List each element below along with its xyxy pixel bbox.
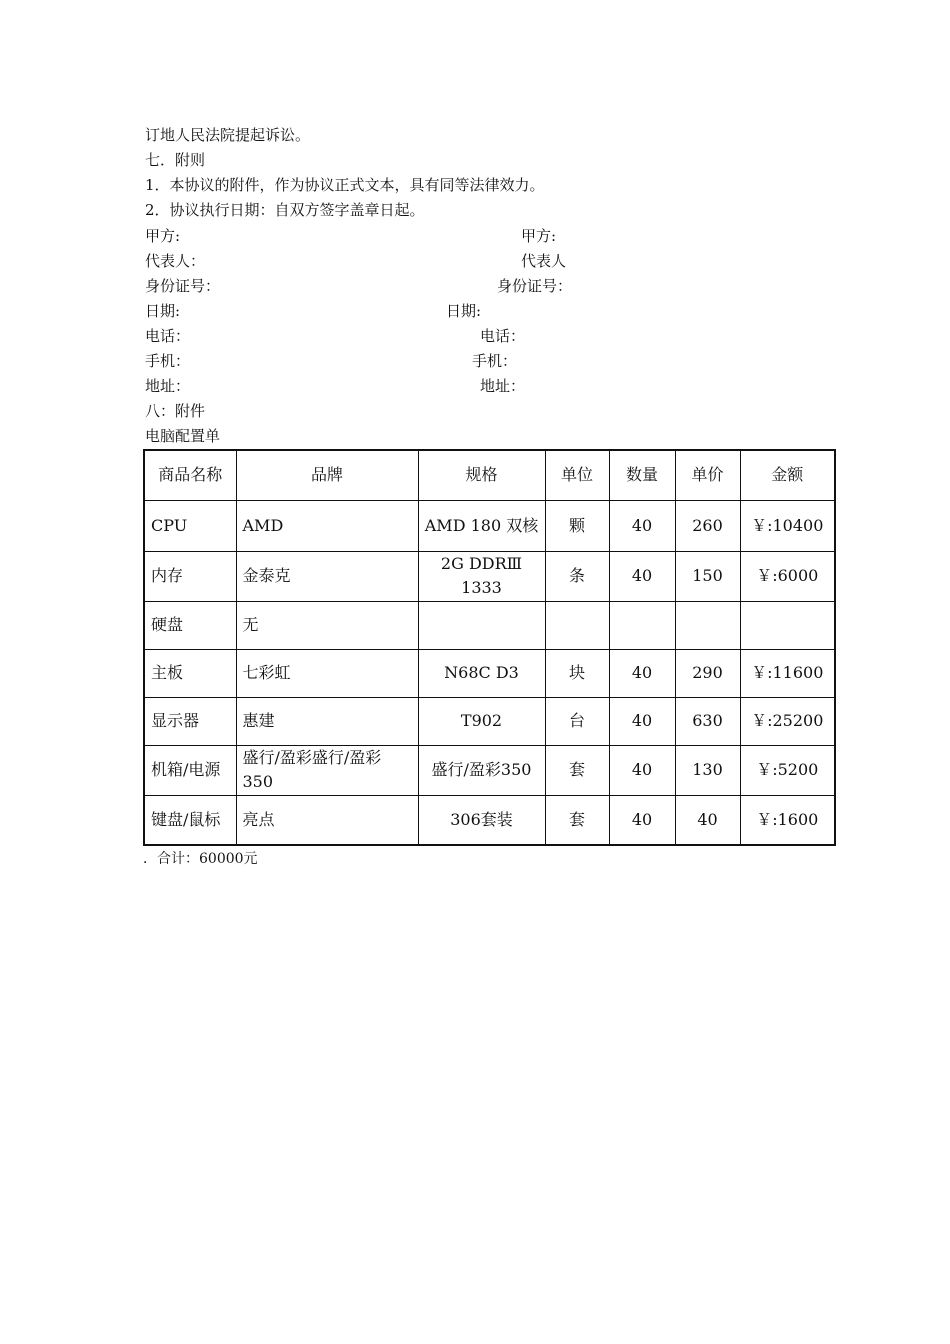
phone-left-label: 电话： — [145, 327, 191, 345]
cell-unit-price: 260 — [675, 500, 740, 551]
cell-unit: 套 — [545, 795, 609, 845]
cell-amount — [740, 601, 835, 649]
cell-brand: 金泰克 — [236, 551, 418, 601]
cell-spec: T902 — [418, 697, 545, 745]
table-row — [144, 795, 835, 845]
party-a-left-label: 甲方: — [145, 227, 181, 245]
cell-name: 显示器 — [144, 697, 236, 745]
party-a-right-label: 甲方: — [521, 227, 557, 245]
address-right-label: 地址： — [480, 377, 526, 395]
cell-quantity: 40 — [609, 649, 675, 697]
header-product-name: 商品名称 — [144, 450, 236, 500]
header-amount: 金额 — [740, 450, 835, 500]
cell-unit-price — [675, 601, 740, 649]
cell-name: CPU — [144, 500, 236, 551]
cell-unit-price: 130 — [675, 745, 740, 795]
cell-brand: AMD — [236, 500, 418, 551]
cell-amount: ￥:1600 — [740, 795, 835, 845]
section-7-item-1: 1．本协议的附件，作为协议正式文本，具有同等法律效力。 — [145, 176, 545, 194]
cell-brand: 无 — [236, 601, 418, 649]
cell-name: 硬盘 — [144, 601, 236, 649]
address-left-label: 地址： — [145, 377, 191, 395]
cell-amount: ￥:25200 — [740, 697, 835, 745]
cell-unit-price: 150 — [675, 551, 740, 601]
table-row — [144, 697, 835, 745]
table-row — [144, 500, 835, 551]
cell-spec: AMD 180 双核 — [418, 500, 545, 551]
cell-unit-price: 630 — [675, 697, 740, 745]
section-7-heading: 七．附则 — [145, 151, 206, 169]
cell-name: 机箱/电源 — [144, 745, 236, 795]
table-header-row — [144, 450, 835, 500]
cell-quantity: 40 — [609, 745, 675, 795]
computer-config-table — [143, 449, 836, 846]
cell-quantity: 40 — [609, 551, 675, 601]
table-row — [144, 601, 835, 649]
cell-spec: N68C D3 — [418, 649, 545, 697]
cell-amount: ￥:6000 — [740, 551, 835, 601]
cell-unit: 条 — [545, 551, 609, 601]
intro-line: 订地人民法院提起诉讼。 — [145, 126, 311, 144]
section-7-item-2: 2．协议执行日期：自双方签字盖章日起。 — [145, 201, 425, 219]
cell-unit: 块 — [545, 649, 609, 697]
cell-unit: 套 — [545, 745, 609, 795]
date-right-label: 日期: — [446, 302, 482, 320]
header-quantity: 数量 — [609, 450, 675, 500]
cell-amount: ￥:10400 — [740, 500, 835, 551]
header-brand: 品牌 — [236, 450, 418, 500]
cell-spec: 盛行/盈彩350 — [418, 745, 545, 795]
representative-right-label: 代表人 — [521, 252, 567, 270]
cell-quantity — [609, 601, 675, 649]
cell-quantity: 40 — [609, 500, 675, 551]
table-row — [144, 649, 835, 697]
phone-right-label: 电话： — [480, 327, 526, 345]
table-row — [144, 745, 835, 795]
total-line: ．合计：60000元 — [143, 851, 258, 867]
date-left-label: 日期: — [145, 302, 181, 320]
cell-spec: 306套装 — [418, 795, 545, 845]
cell-brand: 盛行/盈彩盛行/盈彩350 — [236, 745, 418, 795]
cell-spec: 2G DDRⅢ 1333 — [418, 551, 545, 601]
cell-unit-price: 290 — [675, 649, 740, 697]
cell-unit-price: 40 — [675, 795, 740, 845]
cell-brand: 亮点 — [236, 795, 418, 845]
cell-unit: 颗 — [545, 500, 609, 551]
cell-name: 键盘/鼠标 — [144, 795, 236, 845]
table-title: 电脑配置单 — [145, 427, 221, 445]
cell-brand: 七彩虹 — [236, 649, 418, 697]
cell-unit — [545, 601, 609, 649]
cell-amount: ￥:11600 — [740, 649, 835, 697]
cell-name: 主板 — [144, 649, 236, 697]
cell-amount: ￥:5200 — [740, 745, 835, 795]
header-unit-price: 单价 — [675, 450, 740, 500]
table-row — [144, 551, 835, 601]
mobile-right-label: 手机： — [472, 352, 518, 370]
id-number-left-label: 身份证号： — [145, 277, 221, 295]
mobile-left-label: 手机： — [145, 352, 191, 370]
header-spec: 规格 — [418, 450, 545, 500]
section-8-heading: 八：附件 — [145, 402, 206, 420]
header-unit: 单位 — [545, 450, 609, 500]
cell-unit: 台 — [545, 697, 609, 745]
cell-quantity: 40 — [609, 795, 675, 845]
representative-left-label: 代表人： — [145, 252, 206, 270]
id-number-right-label: 身份证号： — [497, 277, 573, 295]
cell-brand: 惠建 — [236, 697, 418, 745]
cell-quantity: 40 — [609, 697, 675, 745]
cell-spec — [418, 601, 545, 649]
cell-name: 内存 — [144, 551, 236, 601]
